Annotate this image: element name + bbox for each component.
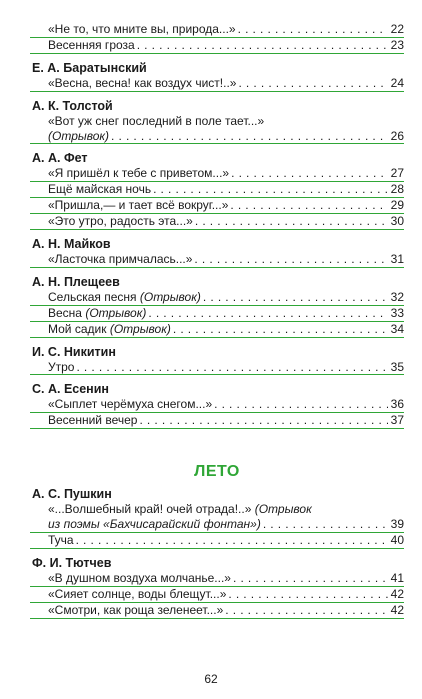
page-ref: 40 bbox=[390, 533, 404, 548]
toc-entry[interactable]: «Не то, что мните вы, природа...» . . . 22 bbox=[30, 22, 404, 38]
toc-entry[interactable]: «Сыплет черёмуха снегом...» . . . 36 bbox=[30, 397, 404, 413]
page-ref: 33 bbox=[390, 305, 404, 320]
author-heading: А. С. Пушкин bbox=[32, 487, 112, 502]
table-of-contents bbox=[30, 22, 404, 619]
toc-entry[interactable]: Сельская песня (Отрывок) . . . 32 bbox=[30, 290, 404, 306]
toc-entry[interactable]: «Сияет солнце, воды блещут...» . . . 42 bbox=[30, 587, 404, 603]
toc-entry[interactable]: «Весна, весна! как воздух чист!..» . . . 24 bbox=[30, 76, 404, 92]
page-ref: 41 bbox=[390, 570, 404, 585]
toc-entry[interactable]: Ещё майская ночь . . . 28 bbox=[30, 182, 404, 198]
page-ref: 29 bbox=[390, 198, 404, 213]
toc-entry[interactable]: «В душном воздуха молчанье...» . . . 41 bbox=[30, 571, 404, 587]
author-heading: Е. А. Баратынский bbox=[32, 60, 147, 75]
section-title: ЛЕТО bbox=[194, 463, 240, 481]
author-heading: А. К. Толстой bbox=[32, 98, 113, 113]
toc-entry[interactable]: Весенний вечер . . . 37 bbox=[30, 413, 404, 429]
page-ref: 36 bbox=[390, 397, 404, 412]
author-heading: Ф. И. Тютчев bbox=[32, 555, 112, 570]
author-heading: И. С. Никитин bbox=[32, 344, 116, 359]
page-ref: 26 bbox=[390, 128, 404, 143]
toc-entry[interactable]: «Вот уж снег последний в поле тает...» (Отрывок) . . . 26 bbox=[30, 114, 404, 145]
page-ref: 28 bbox=[390, 182, 404, 197]
page-ref: 32 bbox=[390, 289, 404, 304]
page-ref: 23 bbox=[390, 37, 404, 52]
page-ref: 35 bbox=[390, 359, 404, 374]
page-ref: 42 bbox=[390, 602, 404, 617]
author-heading: А. Н. Плещеев bbox=[32, 274, 120, 289]
page-ref: 27 bbox=[390, 166, 404, 181]
page-ref: 31 bbox=[390, 252, 404, 266]
page-ref: 30 bbox=[390, 214, 404, 229]
page-ref: 22 bbox=[390, 21, 404, 36]
author-heading: А. Н. Майков bbox=[32, 237, 111, 252]
toc-entry[interactable]: «Это утро, радость эта...» . . . 30 bbox=[30, 214, 404, 230]
toc-entry[interactable]: Весенняя гроза . . . 23 bbox=[30, 38, 404, 54]
page-ref: 37 bbox=[390, 413, 404, 428]
page-ref: 39 bbox=[390, 517, 404, 532]
toc-entry[interactable]: Туча . . . 40 bbox=[30, 533, 404, 549]
author-heading: А. А. Фет bbox=[32, 151, 88, 166]
toc-entry[interactable]: «Ласточка примчалась...» . . . 31 bbox=[30, 252, 404, 268]
toc-entry[interactable]: «Я пришёл к тебе с приветом...» . . . 27 bbox=[30, 166, 404, 182]
toc-entry[interactable]: «...Волшебный край! очей отрада!..» (Отрывок из поэмы «Бахчисарайский фонтан») . . . 39 bbox=[30, 502, 404, 533]
page-ref: 24 bbox=[390, 75, 404, 90]
page-number: 62 bbox=[204, 672, 218, 686]
toc-entry[interactable]: Утро . . . 35 bbox=[30, 360, 404, 376]
toc-entry[interactable]: «Смотри, как роща зеленеет...» . . . 42 bbox=[30, 603, 404, 619]
toc-entry[interactable]: «Пришла,— и тает всё вокруг...» . . . 29 bbox=[30, 198, 404, 214]
toc-entry[interactable]: Мой садик (Отрывок) . . . 34 bbox=[30, 322, 404, 338]
page-ref: 42 bbox=[390, 586, 404, 601]
toc-entry[interactable]: Весна (Отрывок) . . . 33 bbox=[30, 306, 404, 322]
author-heading: С. А. Есенин bbox=[32, 382, 109, 397]
page-ref: 34 bbox=[390, 321, 404, 336]
